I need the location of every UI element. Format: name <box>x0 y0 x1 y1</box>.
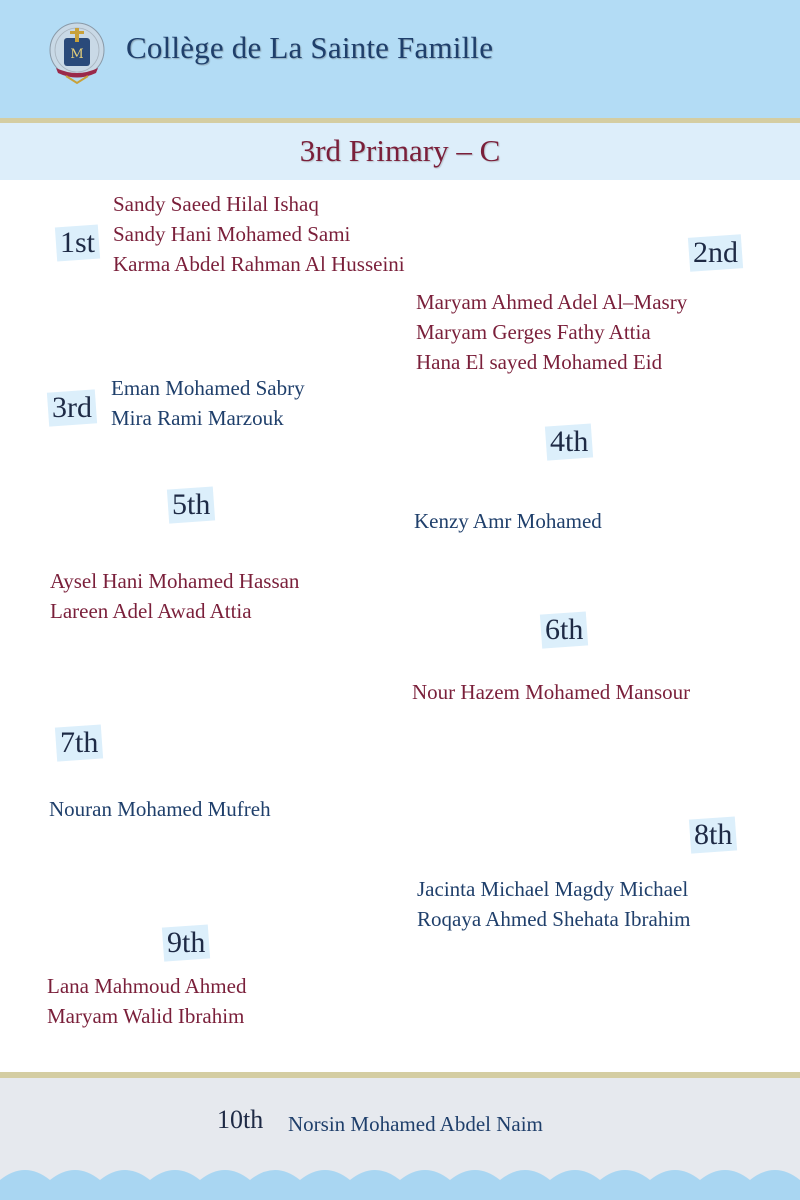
svg-text:M: M <box>70 47 84 62</box>
student-name: Sandy Hani Mohamed Sami <box>113 222 351 246</box>
rank-8th-names <box>417 874 691 934</box>
class-title: 3rd Primary – C <box>299 133 501 168</box>
scallop-border <box>0 1160 800 1200</box>
rank-9th-names <box>47 971 246 1031</box>
rank-10th-names <box>288 1109 543 1139</box>
student-name: Kenzy Amr Mohamed <box>414 509 602 533</box>
rank-2nd-names <box>416 287 687 377</box>
student-name: Lareen Adel Awad Attia <box>50 599 252 623</box>
school-crest-icon <box>48 20 106 86</box>
student-name: Aysel Hani Mohamed Hassan <box>50 569 300 593</box>
rank-label-8th: 8th <box>690 818 736 852</box>
rank-label-5th: 5th <box>168 488 214 522</box>
rank-7th-names <box>49 794 271 824</box>
rank-6th-names <box>412 677 690 707</box>
student-name: Maryam Gerges Fathy Attia <box>416 320 651 344</box>
rank-label-3rd: 3rd <box>48 391 96 425</box>
rank-label-6th: 6th <box>541 613 587 647</box>
rank-5th-names <box>50 566 299 626</box>
student-name: Roqaya Ahmed Shehata Ibrahim <box>417 907 691 931</box>
student-name: Nouran Mohamed Mufreh <box>49 797 271 821</box>
rank-label-1st: 1st <box>56 226 99 260</box>
school-name: Collège de La Sainte Famille <box>126 30 494 65</box>
student-name: Jacinta Michael Magdy Michael <box>417 877 689 901</box>
student-name: Nour Hazem Mohamed Mansour <box>412 680 691 704</box>
student-name: Norsin Mohamed Abdel Naim <box>288 1112 543 1136</box>
student-name: Lana Mahmoud Ahmed <box>47 974 247 998</box>
rank-1st-names <box>113 189 405 279</box>
rank-3rd-names <box>111 373 305 433</box>
student-name: Maryam Ahmed Adel Al–Masry <box>416 290 688 314</box>
student-name: Karma Abdel Rahman Al Husseini <box>113 252 405 276</box>
student-name: Maryam Walid Ibrahim <box>47 1004 245 1028</box>
rank-label-2nd: 2nd <box>689 236 742 270</box>
student-name: Hana El sayed Mohamed Eid <box>416 350 663 374</box>
rank-label-7th: 7th <box>56 726 102 760</box>
footer-divider <box>0 1072 800 1078</box>
rank-label-4th: 4th <box>546 425 592 459</box>
rank-label-9th: 9th <box>163 926 209 960</box>
student-name: Mira Rami Marzouk <box>111 406 284 430</box>
rank-4th-names <box>414 506 602 536</box>
student-name: Eman Mohamed Sabry <box>111 376 305 400</box>
student-name: Sandy Saeed Hilal Ishaq <box>113 192 319 216</box>
rank-label-10th: 10th <box>213 1105 267 1135</box>
